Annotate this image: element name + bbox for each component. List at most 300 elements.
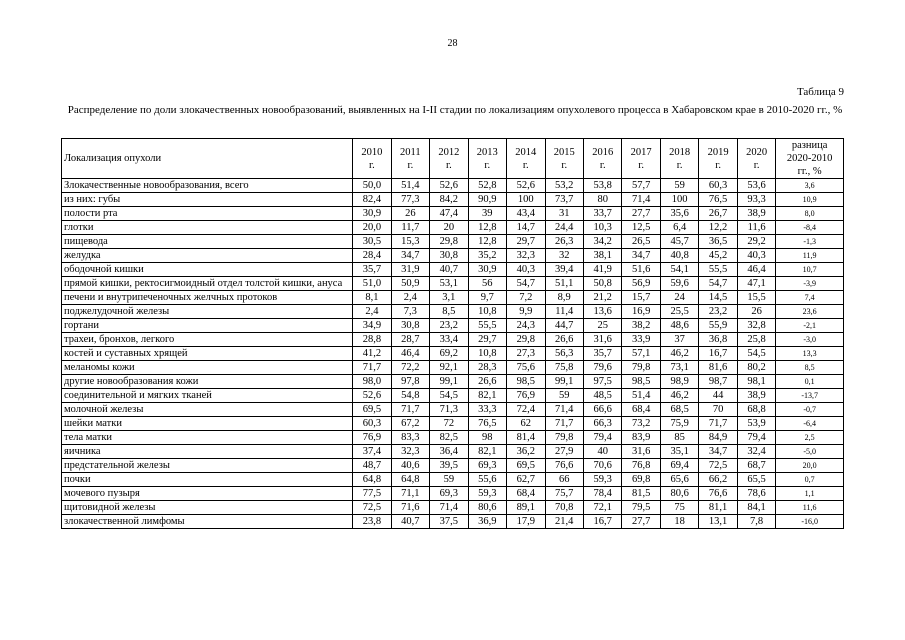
cell-year-2017: 56,9 xyxy=(622,277,660,291)
cell-year-2016: 79,6 xyxy=(583,361,621,375)
cell-year-2017: 27,7 xyxy=(622,207,660,221)
cell-difference: 8,0 xyxy=(776,207,844,221)
cell-year-2010: 69,5 xyxy=(353,403,391,417)
table-row xyxy=(62,319,844,333)
cell-year-2012: 30,8 xyxy=(430,249,468,263)
cell-year-2016: 25 xyxy=(583,319,621,333)
cell-year-2019: 44 xyxy=(699,389,737,403)
cell-difference: 23,6 xyxy=(776,305,844,319)
cell-year-2012: 29,8 xyxy=(430,235,468,249)
table-row xyxy=(62,235,844,249)
cell-year-2012: 71,4 xyxy=(430,501,468,515)
cell-year-2016: 66,3 xyxy=(583,417,621,431)
cell-year-2018: 6,4 xyxy=(660,221,698,235)
cell-year-2016: 53,8 xyxy=(583,179,621,193)
header-year-suffix: г. xyxy=(369,159,375,171)
cell-year-2018: 46,2 xyxy=(660,347,698,361)
row-localization: глотки xyxy=(62,221,353,235)
cell-year-2010: 82,4 xyxy=(353,193,391,207)
table-row xyxy=(62,291,844,305)
cell-year-2014: 72,4 xyxy=(507,403,545,417)
cell-year-2013: 55,5 xyxy=(468,319,506,333)
table-row xyxy=(62,487,844,501)
cell-year-2013: 59,3 xyxy=(468,487,506,501)
cell-year-2013: 35,2 xyxy=(468,249,506,263)
cell-year-2011: 7,3 xyxy=(391,305,429,319)
cell-year-2020: 40,3 xyxy=(737,249,775,263)
cell-year-2017: 16,9 xyxy=(622,305,660,319)
cell-year-2010: 34,9 xyxy=(353,319,391,333)
cell-year-2012: 54,5 xyxy=(430,389,468,403)
row-localization: почки xyxy=(62,473,353,487)
cell-year-2015: 31 xyxy=(545,207,583,221)
cell-year-2016: 66,6 xyxy=(583,403,621,417)
cell-year-2020: 11,6 xyxy=(737,221,775,235)
cell-year-2014: 69,5 xyxy=(507,459,545,473)
cell-year-2016: 38,1 xyxy=(583,249,621,263)
header-year-value: 2019 xyxy=(707,146,729,158)
cell-year-2010: 28,8 xyxy=(353,333,391,347)
table-row xyxy=(62,515,844,529)
cell-year-2014: 27,3 xyxy=(507,347,545,361)
cell-year-2015: 21,4 xyxy=(545,515,583,529)
cell-year-2012: 20 xyxy=(430,221,468,235)
cell-year-2019: 70 xyxy=(699,403,737,417)
cell-year-2014: 29,8 xyxy=(507,333,545,347)
cell-year-2019: 76,5 xyxy=(699,193,737,207)
cell-year-2015: 53,2 xyxy=(545,179,583,193)
cell-year-2017: 27,7 xyxy=(622,515,660,529)
row-localization: соединительной и мягких тканей xyxy=(62,389,353,403)
cell-year-2014: 40,3 xyxy=(507,263,545,277)
cell-difference: -13,7 xyxy=(776,389,844,403)
table-row xyxy=(62,263,844,277)
cell-year-2017: 38,2 xyxy=(622,319,660,333)
cell-year-2020: 32,8 xyxy=(737,319,775,333)
cell-year-2018: 68,5 xyxy=(660,403,698,417)
cell-year-2012: 36,4 xyxy=(430,445,468,459)
cell-year-2011: 67,2 xyxy=(391,417,429,431)
cell-year-2017: 12,5 xyxy=(622,221,660,235)
cell-year-2012: 53,1 xyxy=(430,277,468,291)
cell-year-2012: 84,2 xyxy=(430,193,468,207)
cell-year-2016: 97,5 xyxy=(583,375,621,389)
cell-year-2018: 59 xyxy=(660,179,698,193)
header-year-2013 xyxy=(468,139,506,179)
cell-year-2016: 50,8 xyxy=(583,277,621,291)
cell-year-2020: 26 xyxy=(737,305,775,319)
cell-year-2011: 26 xyxy=(391,207,429,221)
cell-year-2020: 68,8 xyxy=(737,403,775,417)
cell-year-2015: 27,9 xyxy=(545,445,583,459)
cell-year-2015: 73,7 xyxy=(545,193,583,207)
cell-year-2014: 52,6 xyxy=(507,179,545,193)
cell-difference: -2,1 xyxy=(776,319,844,333)
cell-year-2016: 16,7 xyxy=(583,515,621,529)
cell-year-2011: 40,7 xyxy=(391,515,429,529)
header-year-suffix: г. xyxy=(753,159,760,171)
header-year-suffix: г. xyxy=(676,159,683,171)
cell-year-2020: 98,1 xyxy=(737,375,775,389)
cell-year-2011: 15,3 xyxy=(391,235,429,249)
cell-year-2016: 80 xyxy=(583,193,621,207)
cell-year-2011: 54,8 xyxy=(391,389,429,403)
header-year-value: 2013 xyxy=(476,146,498,158)
cell-year-2018: 85 xyxy=(660,431,698,445)
header-year-suffix: г. xyxy=(522,159,529,171)
cell-year-2010: 77,5 xyxy=(353,487,391,501)
cell-year-2010: 20,0 xyxy=(353,221,391,235)
cell-year-2019: 54,7 xyxy=(699,277,737,291)
cell-year-2010: 30,5 xyxy=(353,235,391,249)
row-localization: меланомы кожи xyxy=(62,361,353,375)
table-row xyxy=(62,417,844,431)
row-localization: печени и внутрипеченочных желчных протоков xyxy=(62,291,353,305)
cell-year-2017: 57,7 xyxy=(622,179,660,193)
cell-difference: 11,6 xyxy=(776,501,844,515)
table-row xyxy=(62,207,844,221)
cell-year-2017: 33,9 xyxy=(622,333,660,347)
table-row xyxy=(62,361,844,375)
cell-year-2011: 2,4 xyxy=(391,291,429,305)
cell-year-2013: 10,8 xyxy=(468,305,506,319)
cell-year-2014: 68,4 xyxy=(507,487,545,501)
cell-year-2015: 26,3 xyxy=(545,235,583,249)
header-year-suffix: г. xyxy=(407,159,414,171)
cell-year-2014: 9,9 xyxy=(507,305,545,319)
header-year-value: 2010 xyxy=(361,146,383,158)
cell-year-2014: 62,7 xyxy=(507,473,545,487)
cell-year-2020: 15,5 xyxy=(737,291,775,305)
cell-year-2014: 7,2 xyxy=(507,291,545,305)
cell-year-2010: 50,0 xyxy=(353,179,391,193)
cell-year-2011: 64,8 xyxy=(391,473,429,487)
cell-year-2020: 29,2 xyxy=(737,235,775,249)
cell-year-2013: 33,3 xyxy=(468,403,506,417)
cell-year-2019: 84,9 xyxy=(699,431,737,445)
header-year-value: 2017 xyxy=(630,146,652,158)
header-year-2016 xyxy=(583,139,621,179)
cell-year-2017: 79,5 xyxy=(622,501,660,515)
cell-year-2017: 26,5 xyxy=(622,235,660,249)
cell-year-2015: 39,4 xyxy=(545,263,583,277)
cell-year-2014: 81,4 xyxy=(507,431,545,445)
cell-year-2010: 37,4 xyxy=(353,445,391,459)
cell-year-2016: 72,1 xyxy=(583,501,621,515)
cell-year-2013: 90,9 xyxy=(468,193,506,207)
cell-year-2013: 82,1 xyxy=(468,445,506,459)
cell-year-2019: 81,1 xyxy=(699,501,737,515)
row-localization: ободочной кишки xyxy=(62,263,353,277)
cell-year-2017: 15,7 xyxy=(622,291,660,305)
table-row xyxy=(62,403,844,417)
header-year-suffix: г. xyxy=(715,159,721,171)
cell-year-2012: 33,4 xyxy=(430,333,468,347)
cell-year-2018: 73,1 xyxy=(660,361,698,375)
row-localization: другие новообразования кожи xyxy=(62,375,353,389)
table-caption: Распределение по доли злокачественных новообразований, выявленных на I-II стадии по локализациям опухолевого процесса в Хабаровском крае в 2010-2020 гг., % xyxy=(67,104,843,116)
cell-year-2015: 76,6 xyxy=(545,459,583,473)
cell-year-2018: 35,6 xyxy=(660,207,698,221)
cell-year-2012: 69,2 xyxy=(430,347,468,361)
row-localization: костей и суставных хрящей xyxy=(62,347,353,361)
cell-year-2016: 78,4 xyxy=(583,487,621,501)
cell-year-2013: 10,8 xyxy=(468,347,506,361)
table-row xyxy=(62,459,844,473)
cell-year-2020: 38,9 xyxy=(737,389,775,403)
cell-difference: 7,4 xyxy=(776,291,844,305)
cell-year-2020: 80,2 xyxy=(737,361,775,375)
row-localization: щитовидной железы xyxy=(62,501,353,515)
cell-year-2015: 24,4 xyxy=(545,221,583,235)
header-difference-line: разница xyxy=(791,140,828,151)
row-localization: желудка xyxy=(62,249,353,263)
header-year-value: 2016 xyxy=(592,146,614,158)
cell-year-2017: 98,5 xyxy=(622,375,660,389)
cell-year-2012: 99,1 xyxy=(430,375,468,389)
cell-year-2020: 93,3 xyxy=(737,193,775,207)
cell-year-2019: 60,3 xyxy=(699,179,737,193)
table-row xyxy=(62,277,844,291)
cell-year-2013: 36,9 xyxy=(468,515,506,529)
cell-year-2013: 52,8 xyxy=(468,179,506,193)
cell-year-2013: 26,6 xyxy=(468,375,506,389)
cell-year-2012: 40,7 xyxy=(430,263,468,277)
cell-year-2011: 50,9 xyxy=(391,277,429,291)
cell-year-2019: 23,2 xyxy=(699,305,737,319)
cell-year-2014: 89,1 xyxy=(507,501,545,515)
cell-year-2010: 30,9 xyxy=(353,207,391,221)
cell-year-2015: 99,1 xyxy=(545,375,583,389)
cell-year-2020: 46,4 xyxy=(737,263,775,277)
row-localization: мочевого пузыря xyxy=(62,487,353,501)
table-row xyxy=(62,473,844,487)
cell-year-2017: 51,4 xyxy=(622,389,660,403)
cell-year-2018: 46,2 xyxy=(660,389,698,403)
cell-year-2016: 40 xyxy=(583,445,621,459)
cell-year-2019: 13,1 xyxy=(699,515,737,529)
cell-year-2019: 45,2 xyxy=(699,249,737,263)
cell-year-2019: 66,2 xyxy=(699,473,737,487)
cell-year-2014: 100 xyxy=(507,193,545,207)
cell-difference: -6,4 xyxy=(776,417,844,431)
cell-year-2014: 75,6 xyxy=(507,361,545,375)
cell-year-2011: 72,2 xyxy=(391,361,429,375)
cell-year-2020: 7,8 xyxy=(737,515,775,529)
cell-year-2015: 66 xyxy=(545,473,583,487)
cell-year-2018: 75,9 xyxy=(660,417,698,431)
table-row xyxy=(62,501,844,515)
cell-year-2016: 48,5 xyxy=(583,389,621,403)
cell-year-2015: 51,1 xyxy=(545,277,583,291)
table-row xyxy=(62,249,844,263)
cell-year-2017: 34,7 xyxy=(622,249,660,263)
cell-year-2015: 59 xyxy=(545,389,583,403)
row-localization: яичника xyxy=(62,445,353,459)
cell-year-2019: 34,7 xyxy=(699,445,737,459)
row-localization: полости рта xyxy=(62,207,353,221)
cell-year-2020: 54,5 xyxy=(737,347,775,361)
cell-year-2019: 55,5 xyxy=(699,263,737,277)
cell-year-2010: 28,4 xyxy=(353,249,391,263)
header-year-suffix: г. xyxy=(638,159,645,171)
cell-year-2011: 31,9 xyxy=(391,263,429,277)
header-year-value: 2020 xyxy=(746,146,768,158)
cell-year-2014: 17,9 xyxy=(507,515,545,529)
cell-year-2016: 41,9 xyxy=(583,263,621,277)
header-difference-line: 2020-2010 xyxy=(786,153,833,164)
cell-year-2017: 76,8 xyxy=(622,459,660,473)
cell-year-2016: 21,2 xyxy=(583,291,621,305)
cell-year-2017: 69,8 xyxy=(622,473,660,487)
cell-year-2014: 29,7 xyxy=(507,235,545,249)
cell-year-2010: 48,7 xyxy=(353,459,391,473)
cell-year-2019: 55,9 xyxy=(699,319,737,333)
cell-year-2012: 37,5 xyxy=(430,515,468,529)
cell-year-2020: 79,4 xyxy=(737,431,775,445)
cell-year-2012: 69,3 xyxy=(430,487,468,501)
cell-year-2010: 51,0 xyxy=(353,277,391,291)
cell-year-2019: 14,5 xyxy=(699,291,737,305)
cell-year-2012: 8,5 xyxy=(430,305,468,319)
table-row xyxy=(62,333,844,347)
cell-year-2013: 80,6 xyxy=(468,501,506,515)
header-year-suffix: г. xyxy=(484,159,491,171)
header-year-value: 2011 xyxy=(400,146,421,158)
cell-year-2019: 26,7 xyxy=(699,207,737,221)
cell-year-2018: 100 xyxy=(660,193,698,207)
cell-difference: -8,4 xyxy=(776,221,844,235)
cell-year-2020: 53,9 xyxy=(737,417,775,431)
cell-year-2015: 70,8 xyxy=(545,501,583,515)
row-localization: гортани xyxy=(62,319,353,333)
cell-year-2020: 32,4 xyxy=(737,445,775,459)
cell-year-2012: 23,2 xyxy=(430,319,468,333)
table-row xyxy=(62,305,844,319)
cell-year-2014: 24,3 xyxy=(507,319,545,333)
cell-year-2010: 35,7 xyxy=(353,263,391,277)
cell-year-2017: 81,5 xyxy=(622,487,660,501)
cell-year-2018: 80,6 xyxy=(660,487,698,501)
header-year-2017 xyxy=(622,139,660,179)
cell-year-2018: 65,6 xyxy=(660,473,698,487)
cell-difference: 2,5 xyxy=(776,431,844,445)
cell-year-2015: 71,7 xyxy=(545,417,583,431)
cell-year-2010: 64,8 xyxy=(353,473,391,487)
cell-difference: 8,5 xyxy=(776,361,844,375)
cell-year-2015: 75,8 xyxy=(545,361,583,375)
cell-year-2013: 28,3 xyxy=(468,361,506,375)
cell-difference: 20,0 xyxy=(776,459,844,473)
cell-year-2016: 33,7 xyxy=(583,207,621,221)
cell-year-2013: 29,7 xyxy=(468,333,506,347)
cell-year-2011: 97,8 xyxy=(391,375,429,389)
cell-year-2013: 69,3 xyxy=(468,459,506,473)
cell-year-2011: 83,3 xyxy=(391,431,429,445)
cell-year-2010: 8,1 xyxy=(353,291,391,305)
cell-year-2018: 54,1 xyxy=(660,263,698,277)
cell-difference: -5,0 xyxy=(776,445,844,459)
cell-year-2014: 32,3 xyxy=(507,249,545,263)
cell-year-2013: 39 xyxy=(468,207,506,221)
cell-year-2016: 10,3 xyxy=(583,221,621,235)
cell-year-2019: 72,5 xyxy=(699,459,737,473)
header-year-value: 2018 xyxy=(669,146,691,158)
header-year-2020 xyxy=(737,139,775,179)
cell-year-2014: 76,9 xyxy=(507,389,545,403)
header-year-2011 xyxy=(391,139,429,179)
cell-year-2015: 8,9 xyxy=(545,291,583,305)
cell-year-2014: 54,7 xyxy=(507,277,545,291)
cell-year-2011: 46,4 xyxy=(391,347,429,361)
cell-year-2017: 79,8 xyxy=(622,361,660,375)
cell-year-2012: 39,5 xyxy=(430,459,468,473)
page-number: 28 xyxy=(447,38,458,49)
cell-year-2018: 75 xyxy=(660,501,698,515)
header-year-2018 xyxy=(660,139,698,179)
cell-year-2014: 98,5 xyxy=(507,375,545,389)
table-row xyxy=(62,347,844,361)
cell-year-2015: 44,7 xyxy=(545,319,583,333)
cell-year-2011: 30,8 xyxy=(391,319,429,333)
cell-year-2018: 37 xyxy=(660,333,698,347)
cell-year-2017: 31,6 xyxy=(622,445,660,459)
cell-year-2013: 76,5 xyxy=(468,417,506,431)
cell-year-2013: 9,7 xyxy=(468,291,506,305)
cell-year-2011: 34,7 xyxy=(391,249,429,263)
row-localization: из них: губы xyxy=(62,193,353,207)
header-year-2012 xyxy=(430,139,468,179)
cell-year-2014: 62 xyxy=(507,417,545,431)
table-row xyxy=(62,389,844,403)
cell-difference: 10,7 xyxy=(776,263,844,277)
cell-difference: -3,9 xyxy=(776,277,844,291)
cell-year-2012: 3,1 xyxy=(430,291,468,305)
cell-year-2010: 60,3 xyxy=(353,417,391,431)
cell-year-2013: 55,6 xyxy=(468,473,506,487)
cell-year-2017: 57,1 xyxy=(622,347,660,361)
cell-year-2016: 35,7 xyxy=(583,347,621,361)
cell-year-2010: 71,7 xyxy=(353,361,391,375)
cell-year-2017: 71,4 xyxy=(622,193,660,207)
cell-difference: 0,1 xyxy=(776,375,844,389)
cell-year-2015: 75,7 xyxy=(545,487,583,501)
table-row xyxy=(62,179,844,193)
cell-year-2012: 82,5 xyxy=(430,431,468,445)
cell-year-2019: 81,6 xyxy=(699,361,737,375)
cell-year-2020: 47,1 xyxy=(737,277,775,291)
cell-year-2016: 79,4 xyxy=(583,431,621,445)
table-row xyxy=(62,193,844,207)
cell-year-2019: 76,6 xyxy=(699,487,737,501)
row-localization: злокачественной лимфомы xyxy=(62,515,353,529)
cell-year-2010: 2,4 xyxy=(353,305,391,319)
cell-difference: 1,1 xyxy=(776,487,844,501)
cell-year-2020: 38,9 xyxy=(737,207,775,221)
cell-difference: -1,3 xyxy=(776,235,844,249)
cell-year-2011: 71,7 xyxy=(391,403,429,417)
cell-year-2011: 51,4 xyxy=(391,179,429,193)
cell-year-2015: 11,4 xyxy=(545,305,583,319)
cell-year-2016: 31,6 xyxy=(583,333,621,347)
cell-difference: -3,0 xyxy=(776,333,844,347)
cell-year-2011: 32,3 xyxy=(391,445,429,459)
cell-year-2016: 34,2 xyxy=(583,235,621,249)
cell-year-2020: 68,7 xyxy=(737,459,775,473)
table-header-row xyxy=(62,139,844,179)
cell-year-2014: 43,4 xyxy=(507,207,545,221)
cell-year-2012: 59 xyxy=(430,473,468,487)
